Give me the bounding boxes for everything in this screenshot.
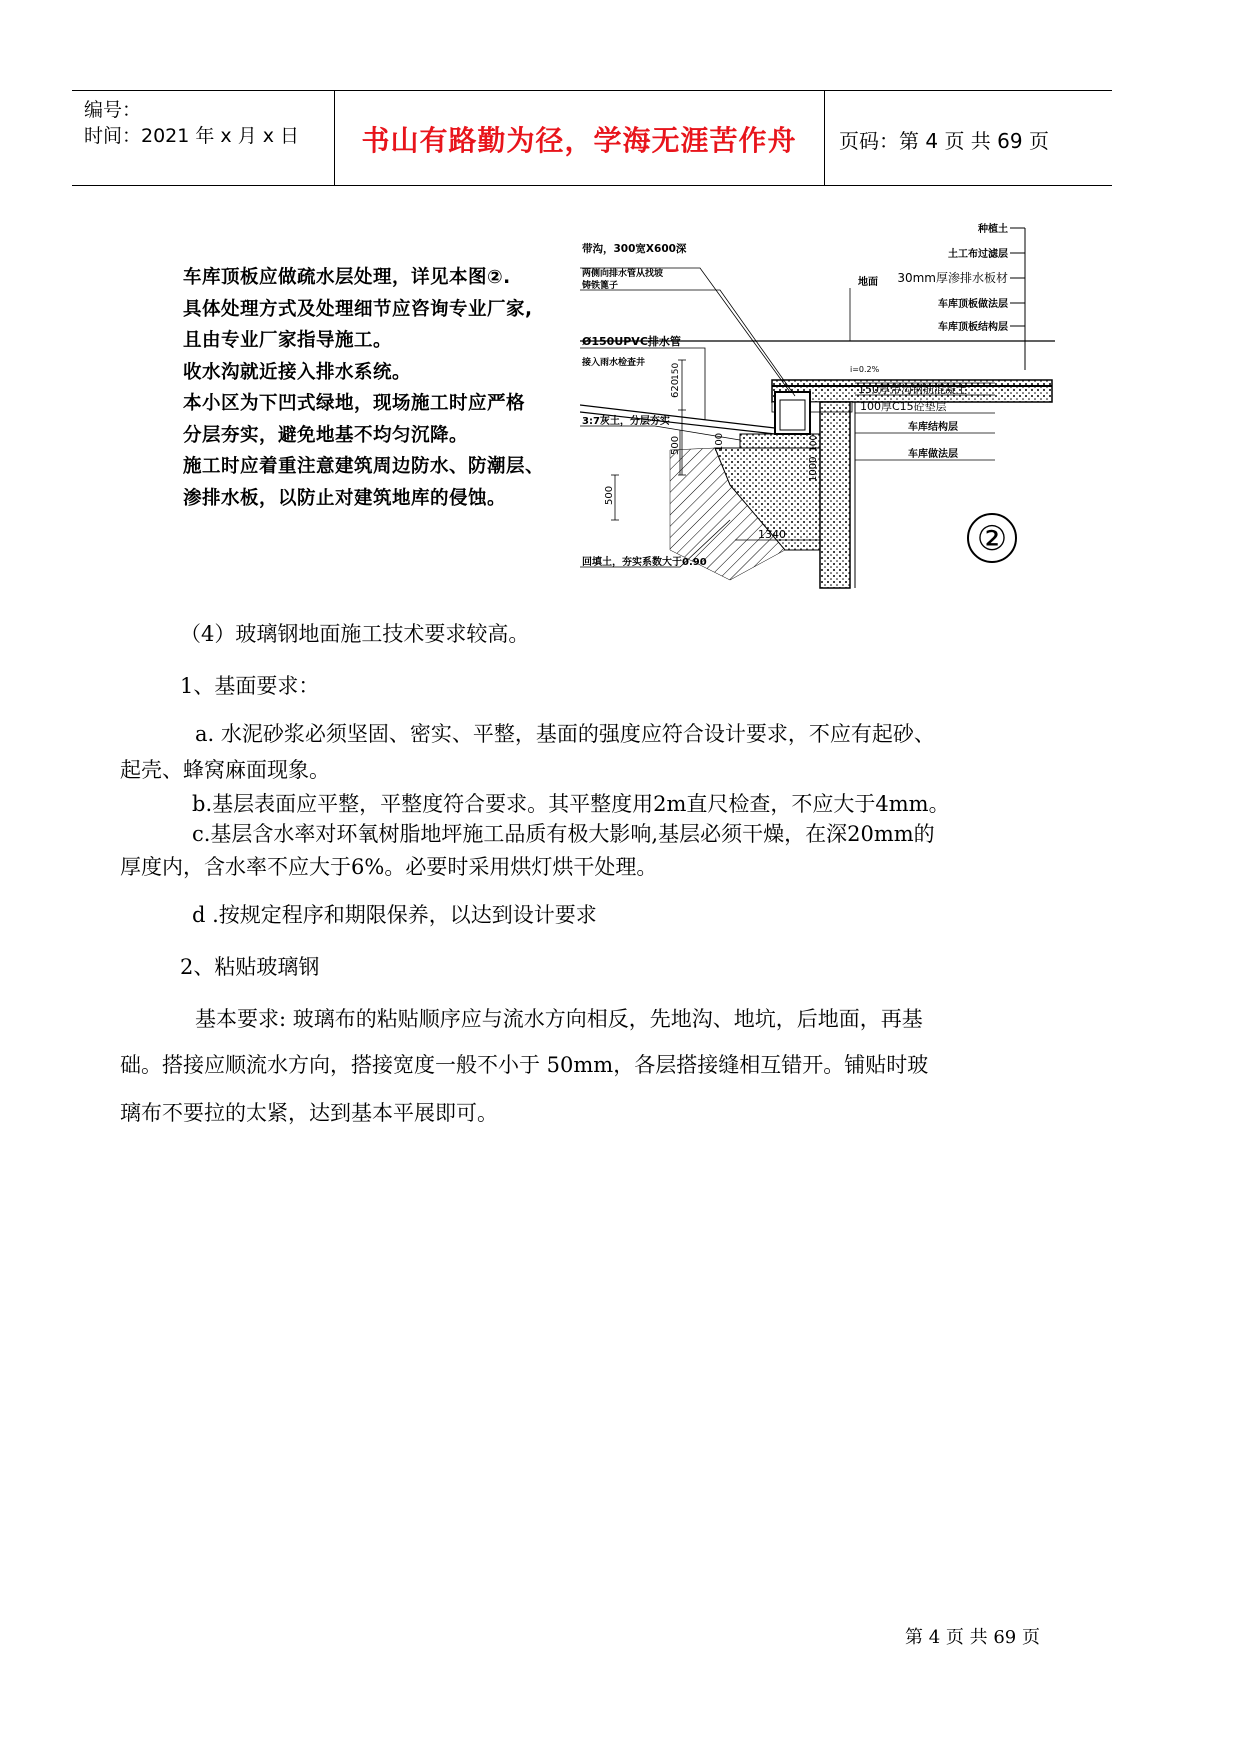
label-ground: 地面 xyxy=(858,277,878,288)
note-line: 收水沟就近接入排水系统。 xyxy=(183,361,412,383)
note-line: 具体处理方式及处理细节应咨询专业厂家, xyxy=(183,298,533,320)
label-roof-structure: 车库顶板结构层 xyxy=(938,322,1008,333)
item-a-line2: 起壳、蜂窝麻面现象。 xyxy=(120,758,330,782)
note-line: 本小区为下凹式绿地，现场施工时应严格 xyxy=(183,393,526,414)
label-slope-note: 两侧向排水管从找坡 xyxy=(582,269,664,279)
item-b: b.基层表面应平整，平整度符合要求。其平整度用2m直尺检查，不应大于4mm。 xyxy=(192,792,950,816)
drawing-notes xyxy=(183,262,545,514)
label-geotextile: 土工布过滤层 xyxy=(948,249,1008,260)
document-number-label: 编号： xyxy=(84,99,142,121)
item-c-line1: c.基层含水率对环氧树脂地坪施工品质有极大影响,基层必须干燥，在深20mm的 xyxy=(192,822,935,846)
dim-620: 620 xyxy=(670,378,681,398)
label-roof-finish: 车库顶板做法层 xyxy=(938,299,1008,310)
basic-req-line3: 璃布不要拉的太紧，达到基本平展即可。 xyxy=(120,1101,498,1125)
label-channel-concrete: 150厚带沟钢筋混凝土 xyxy=(858,383,967,396)
header-page-code: 页码：第 4 页 共 69 页 xyxy=(839,129,1049,153)
page-footer: 第 4 页 共 69 页 xyxy=(905,1627,1040,1648)
label-backfill: 回填土，夯实系数大于0.90 xyxy=(582,557,707,568)
label-garage-structure: 车库结构层 xyxy=(908,422,958,433)
dim-500-lower: 500 xyxy=(604,485,615,505)
item-c-line2: 厚度内，含水率不应大于6%。必要时采用烘灯烘干处理。 xyxy=(120,855,658,879)
label-channel-size: 带沟，300宽X600深 xyxy=(582,243,687,255)
section-1-title: 1、基面要求： xyxy=(180,674,320,698)
item-d: d .按规定程序和期限保养，以达到设计要求 xyxy=(192,903,597,927)
dim-100: 100 xyxy=(714,432,725,452)
label-drain-board: 30mm厚渗排水板材 xyxy=(897,271,1008,285)
note-line: 车库顶板应做疏水层处理，详见本图②. xyxy=(183,267,511,288)
header-right-cell xyxy=(825,91,1112,185)
note-line: 施工时应着重注意建筑周边防水、防潮层、 xyxy=(183,456,545,477)
basic-req-line1: 基本要求: 玻璃布的粘贴顺序应与流水方向相反，先地沟、地坑，后地面，再基 xyxy=(195,1007,923,1031)
note-line: 分层夯实，避免地基不均匀沉降。 xyxy=(183,424,469,446)
note-line: 且由专业厂家指导施工。 xyxy=(183,330,393,351)
label-to-manhole: 接入雨水检查井 xyxy=(582,358,646,368)
document-time-label: 时间：2021 年 x 月 x 日 xyxy=(84,125,300,147)
label-garage-finish: 车库做法层 xyxy=(908,449,958,460)
drainage-section-drawing xyxy=(580,220,1070,590)
right-leader-lines xyxy=(1010,228,1025,370)
header-motto: 书山有路勤为径，学海无涯苦作舟 xyxy=(361,124,797,157)
label-planting-soil: 种植土 xyxy=(978,224,1008,235)
section-2-title: 2、粘贴玻璃钢 xyxy=(180,955,320,979)
garage-wall xyxy=(820,402,850,588)
dim-150: 150 xyxy=(671,362,681,380)
detail-number: ② xyxy=(976,519,1008,559)
paragraph-4: （4）玻璃钢地面施工技术要求较高。 xyxy=(180,622,530,646)
dim-100-side: 100 xyxy=(809,434,819,452)
item-a-line1: a. 水泥砂浆必须坚固、密实、平整，基面的强度应符合设计要求，不应有起砂、 xyxy=(195,722,935,746)
header-middle-cell xyxy=(334,91,825,185)
header-left-cell xyxy=(72,91,335,185)
dim-500-upper: 500 xyxy=(670,435,681,455)
dim-1340: 1340 xyxy=(758,528,786,541)
label-c15-bedding: 100厚C15砼垫层 xyxy=(860,400,947,413)
dim-1000: 1000 xyxy=(808,456,819,482)
label-slope: i=0.2% xyxy=(850,365,880,374)
page-header xyxy=(72,90,1112,186)
label-lime-soil: 3:7灰土，分层夯实 xyxy=(582,416,670,427)
label-pvc-pipe: Ø150UPVC排水管 xyxy=(582,335,681,348)
basic-req-line2: 础。搭接应顺流水方向，搭接宽度一般不小于 50mm，各层搭接缝相互错开。铺贴时玻 xyxy=(120,1053,929,1077)
note-line: 渗排水板，以防止对建筑地库的侵蚀。 xyxy=(183,487,507,509)
label-grate: 铸铁篦子 xyxy=(582,281,619,291)
